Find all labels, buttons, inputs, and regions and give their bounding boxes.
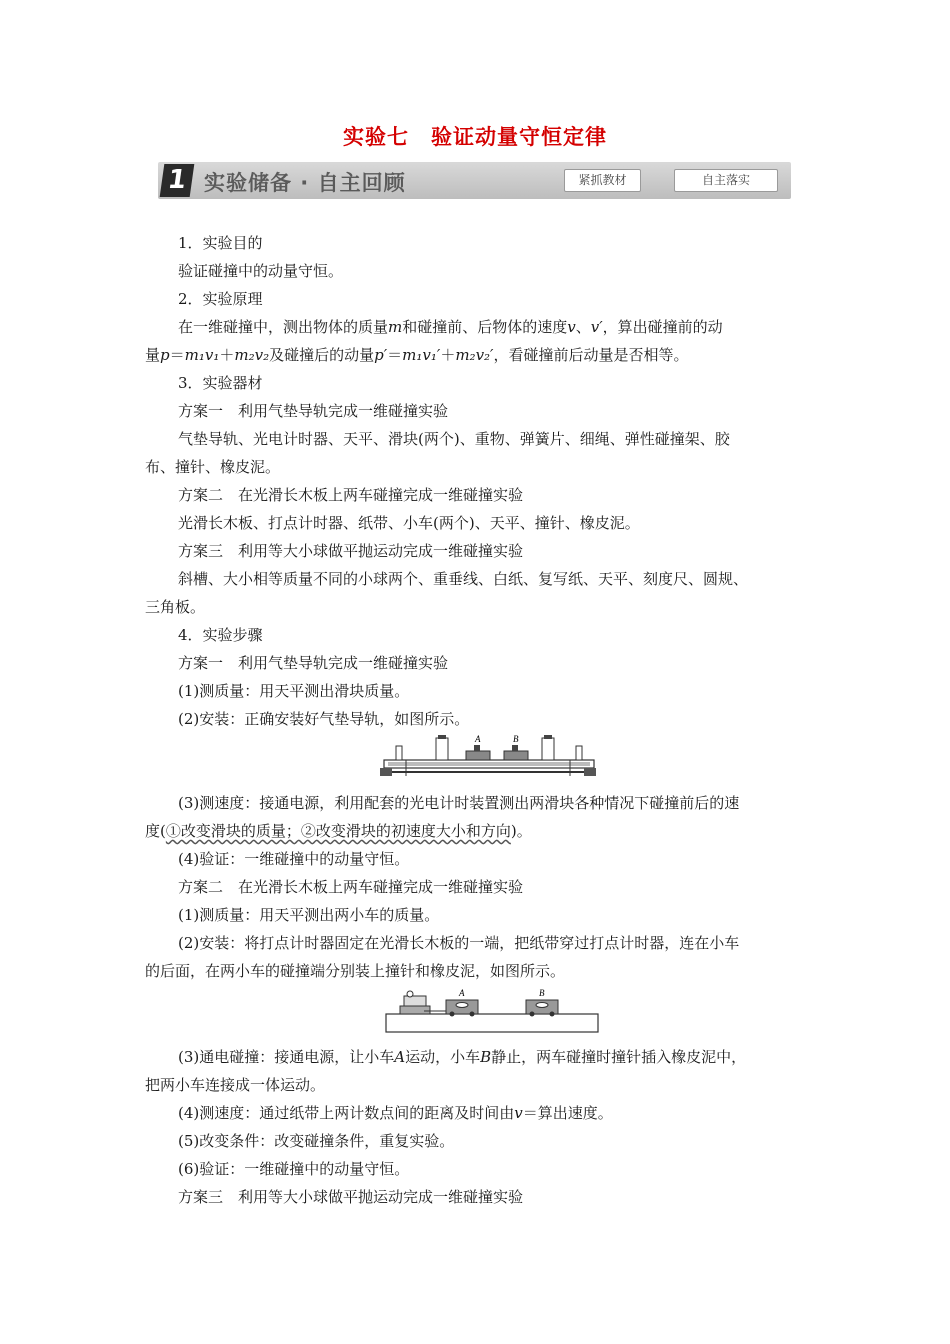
step-2-5: (5)改变条件：改变碰撞条件，重复实验。 [178,1132,455,1150]
steps-plan-2-title: 方案二 在光滑长木板上两车碰撞完成一维碰撞实验 [178,878,524,896]
text-principle-2: 量p＝m₁v₁＋m₂v₂及碰撞后的动量p′＝m₁v₁′＋m₂v₂′，看碰撞前后动量是否相等。 [145,346,689,364]
equipment-plan-3-a: 斜槽、大小相等质量不同的小球两个、重垂线、白纸、复写纸、天平、刻度尺、圆规、 [178,570,749,588]
step-1-4: (4)验证：一维碰撞中的动量守恒。 [178,850,410,868]
carts-figure [384,986,602,1036]
cart-label-b: B [539,988,545,998]
step-2-4: (4)测速度：通过纸带上两计数点间的距离及时间由v＝算出速度。 [178,1104,613,1122]
equipment-plan-3-b: 三角板。 [145,598,206,616]
step-1-2: (2)安装：正确安装好气垫导轨，如图所示。 [178,710,470,728]
steps-plan-3-title: 方案三 利用等大小球做平抛运动完成一维碰撞实验 [178,1188,524,1206]
step-2-3-a: (3)通电碰撞：接通电源，让小车A运动，小车B静止，两车碰撞时撞针插入橡皮泥中， [178,1048,747,1066]
section-number-badge: 1 [160,164,195,197]
heading-steps: 4．实验步骤 [178,626,263,644]
step-2-6: (6)验证：一维碰撞中的动量守恒。 [178,1160,410,1178]
heading-principle: 2．实验原理 [178,290,263,308]
equipment-plan-1-a: 气垫导轨、光电计时器、天平、滑块(两个)、重物、弹簧片、细绳、弹性碰撞架、胶 [178,430,730,448]
tab-zizhu-luoshi[interactable]: 自主落实 [674,169,778,192]
text-principle-1: 在一维碰撞中，测出物体的质量m和碰撞前、后物体的速度v、v′，算出碰撞前的动 [178,318,723,336]
air-track-label-b: B [513,734,519,744]
air-track-figure [380,732,598,782]
section-heading: 实验储备 · 自主回顾 [204,171,406,195]
steps-plan-1-title: 方案一 利用气垫导轨完成一维碰撞实验 [178,654,449,672]
step-2-1: (1)测质量：用天平测出两小车的质量。 [178,906,440,924]
section-banner [158,162,791,199]
step-1-1: (1)测质量：用天平测出滑块质量。 [178,682,410,700]
cart-label-a: A [459,988,465,998]
equipment-plan-1-b: 布、撞针、橡皮泥。 [145,458,281,476]
step-2-3-b: 把两小车连接成一体运动。 [145,1076,326,1094]
tab-jinzhua-jiaocai[interactable]: 紧抓教材 [564,169,641,192]
page-title: 实验七 验证动量守恒定律 [343,124,607,149]
heading-purpose: 1．实验目的 [178,234,263,252]
text-purpose: 验证碰撞中的动量守恒。 [178,262,344,280]
step-1-3-b: 度(①改变滑块的质量；②改变滑块的初速度大小和方向)。 [145,822,532,840]
heading-equipment: 3．实验器材 [178,374,263,392]
step-2-2-b: 的后面，在两小车的碰撞端分别装上撞针和橡皮泥，如图所示。 [145,962,566,980]
step-2-2-a: (2)安装：将打点计时器固定在光滑长木板的一端，把纸带穿过打点计时器，连在小车 [178,934,740,952]
air-track-label-a: A [475,734,481,744]
plan-1-title: 方案一 利用气垫导轨完成一维碰撞实验 [178,402,449,420]
plan-3-title: 方案三 利用等大小球做平抛运动完成一维碰撞实验 [178,542,524,560]
step-1-3-a: (3)测速度：接通电源，利用配套的光电计时装置测出两滑块各种情况下碰撞前后的速 [178,794,740,812]
equipment-plan-2: 光滑长木板、打点计时器、纸带、小车(两个)、天平、撞针、橡皮泥。 [178,514,640,532]
plan-2-title: 方案二 在光滑长木板上两车碰撞完成一维碰撞实验 [178,486,524,504]
